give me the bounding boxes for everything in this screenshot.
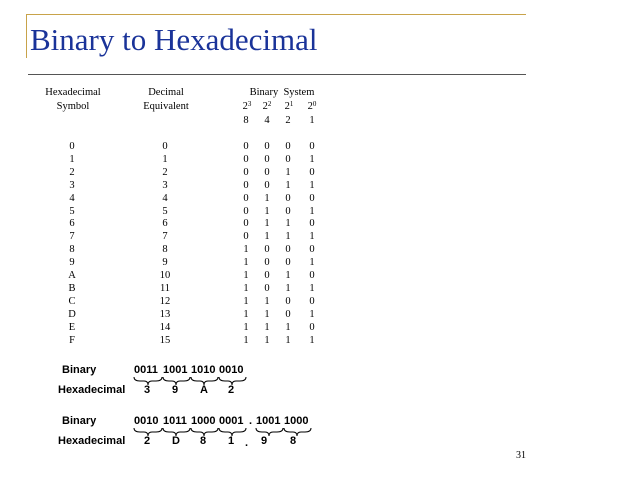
- cell-bit-1: 1: [309, 308, 315, 320]
- cell-bit-8: 1: [243, 257, 249, 269]
- header-power-3: $2^3$: [242, 100, 252, 112]
- example1-hex-digit-1: 3: [144, 384, 151, 396]
- cell-bit-2: 1: [285, 334, 291, 346]
- example2-frac-group-2: 1000: [284, 415, 309, 427]
- example1-binary-label: Binary: [62, 364, 97, 376]
- header-weight-8: 8: [243, 115, 249, 126]
- cell-bit-2: 1: [285, 218, 291, 230]
- header-power-2: $2^2$: [262, 100, 272, 112]
- page-number: 31: [516, 450, 526, 461]
- cell-bit-8: 0: [243, 218, 249, 230]
- cell-dec: 15: [159, 334, 171, 346]
- cell-dec: 0: [162, 141, 168, 152]
- example2-hex-digit-3: 8: [200, 435, 207, 447]
- cell-bit-4: 0: [264, 166, 270, 178]
- example2-hex-digit-6: 8: [290, 435, 297, 447]
- cell-dec: 8: [162, 244, 168, 256]
- example2-hex-digit-4: 1: [228, 435, 235, 447]
- cell-hex: 4: [69, 192, 75, 204]
- cell-hex: 5: [69, 205, 75, 217]
- example2-hex-digit-1: 2: [144, 435, 151, 447]
- cell-bit-4: 0: [264, 153, 270, 165]
- example2-binary-label: Binary: [62, 415, 97, 427]
- example2-int-group-4: 0001: [219, 415, 244, 427]
- cell-bit-8: 0: [243, 192, 249, 204]
- cell-hex: 6: [69, 218, 75, 230]
- cell-bit-8: 0: [243, 166, 249, 178]
- example2-int-group-3: 1000: [191, 415, 216, 427]
- cell-bit-2: 0: [285, 153, 291, 165]
- cell-hex: 1: [69, 153, 75, 165]
- cell-dec: 3: [162, 179, 168, 191]
- cell-bit-8: 0: [243, 205, 249, 217]
- cell-bit-8: 1: [243, 282, 249, 294]
- cell-bit-4: 0: [264, 257, 270, 269]
- cell-bit-2: 1: [285, 231, 291, 243]
- example2-int-group-2: 1011: [163, 415, 187, 427]
- cell-bit-2: 0: [285, 257, 291, 269]
- cell-dec: 9: [162, 257, 168, 269]
- cell-bit-2: 1: [285, 270, 291, 281]
- example1-hex-digit-2: 9: [172, 384, 179, 396]
- cell-bit-1: 1: [309, 153, 315, 165]
- cell-dec: 6: [162, 218, 168, 230]
- cell-dec: 10: [159, 270, 171, 281]
- cell-dec: 13: [159, 308, 171, 320]
- header-dec-line1: Decimal: [148, 87, 184, 98]
- example1-hex-digit-3: A: [200, 384, 208, 396]
- cell-hex: 0: [69, 141, 75, 152]
- cell-hex: A: [68, 270, 76, 281]
- cell-bit-4: 1: [264, 218, 270, 230]
- cell-bit-8: 1: [243, 244, 249, 256]
- cell-bit-8: 0: [243, 231, 249, 243]
- cell-bit-4: 0: [264, 179, 270, 191]
- cell-dec: 7: [162, 231, 168, 243]
- cell-bit-8: 1: [243, 295, 249, 307]
- cell-bit-2: 0: [285, 308, 291, 320]
- cell-dec: 4: [162, 192, 168, 204]
- cell-dec: 12: [159, 295, 171, 307]
- cell-bit-2: 1: [285, 166, 291, 178]
- cell-bit-8: 0: [243, 179, 249, 191]
- example1-group-3: 1010: [191, 364, 216, 376]
- header-hex-line2: Symbol: [56, 101, 90, 112]
- cell-hex: E: [68, 321, 76, 333]
- cell-hex: 7: [69, 231, 75, 243]
- cell-bit-4: 1: [264, 205, 270, 217]
- cell-bit-2: 0: [285, 244, 291, 256]
- cell-bit-1: 1: [309, 334, 315, 346]
- cell-dec: 11: [159, 282, 171, 294]
- cell-bit-4: 1: [264, 295, 270, 307]
- cell-bit-4: 1: [264, 334, 270, 346]
- cell-bit-1: 0: [309, 321, 315, 333]
- cell-bit-4: 0: [264, 282, 270, 294]
- cell-hex: 3: [69, 179, 75, 191]
- cell-bit-8: 0: [243, 153, 249, 165]
- cell-bit-2: 1: [285, 321, 291, 333]
- cell-hex: 9: [69, 257, 75, 269]
- example1-hex-digit-4: 2: [228, 384, 235, 396]
- example1-group-4: 0010: [219, 364, 244, 376]
- cell-bit-1: 1: [309, 257, 315, 269]
- cell-bit-1: 1: [309, 179, 315, 191]
- cell-bit-1: 0: [309, 244, 315, 256]
- cell-bit-2: 1: [285, 282, 291, 294]
- cell-bit-1: 1: [309, 282, 315, 294]
- cell-hex: B: [68, 282, 76, 294]
- example1-group-1: 0011: [134, 364, 158, 376]
- header-power-1: $2^1$: [284, 100, 294, 112]
- cell-bit-4: 1: [264, 231, 270, 243]
- example2-binary-point: .: [249, 415, 253, 427]
- cell-bit-1: 0: [309, 295, 315, 307]
- example2-frac-group-1: 1001: [256, 415, 281, 427]
- cell-bit-1: 0: [309, 270, 315, 281]
- cell-bit-2: 0: [285, 295, 291, 307]
- cell-bit-4: 0: [264, 244, 270, 256]
- cell-dec: 5: [162, 205, 168, 217]
- cell-hex: 8: [69, 244, 75, 256]
- cell-hex: 2: [69, 166, 75, 178]
- cell-bit-4: 1: [264, 308, 270, 320]
- cell-bit-4: 0: [264, 270, 270, 281]
- cell-hex: F: [69, 334, 75, 346]
- example1-hex-label: Hexadecimal: [58, 384, 126, 396]
- example2-int-group-1: 0010: [134, 415, 159, 427]
- cell-bit-1: 0: [309, 141, 315, 152]
- header-weight-2: 2: [285, 115, 291, 126]
- cell-bit-2: 0: [285, 141, 291, 152]
- cell-bit-8: 1: [243, 321, 249, 333]
- cell-bit-2: 1: [285, 179, 291, 191]
- cell-bit-8: 0: [243, 141, 249, 152]
- cell-bit-2: 0: [285, 192, 291, 204]
- example2-hex-digit-5: 9: [261, 435, 268, 447]
- cell-hex: C: [68, 295, 76, 307]
- cell-bit-1: 1: [309, 231, 315, 243]
- example2-hex-digit-2: D: [172, 435, 180, 447]
- cell-bit-1: 0: [309, 192, 315, 204]
- cell-dec: 2: [162, 166, 168, 178]
- header-hex-line1: Hexadecimal: [45, 87, 101, 98]
- header-dec-line2: Equivalent: [143, 101, 189, 112]
- brace-6: [284, 428, 311, 436]
- cell-bit-8: 1: [243, 334, 249, 346]
- header-power-0: $2^0$: [307, 100, 317, 112]
- cell-bit-8: 1: [243, 270, 249, 281]
- slide-title: Binary to Hexadecimal: [30, 22, 318, 57]
- example2-hex-label: Hexadecimal: [58, 435, 126, 447]
- cell-bit-4: 0: [264, 141, 270, 152]
- cell-bit-4: 1: [264, 192, 270, 204]
- example1-group-2: 1001: [163, 364, 188, 376]
- cell-bit-1: 0: [309, 218, 315, 230]
- cell-bit-4: 1: [264, 321, 270, 333]
- header-weight-4: 4: [264, 115, 270, 126]
- cell-bit-1: 1: [309, 205, 315, 217]
- header-weight-1: 1: [309, 115, 315, 126]
- header-binary-system: Binary System: [249, 87, 315, 98]
- cell-bit-1: 0: [309, 166, 315, 178]
- cell-bit-8: 1: [243, 308, 249, 320]
- cell-dec: 14: [159, 321, 171, 333]
- example2-hex-point: .: [245, 437, 249, 449]
- cell-hex: D: [68, 308, 76, 320]
- cell-bit-2: 0: [285, 205, 291, 217]
- cell-dec: 1: [162, 153, 168, 165]
